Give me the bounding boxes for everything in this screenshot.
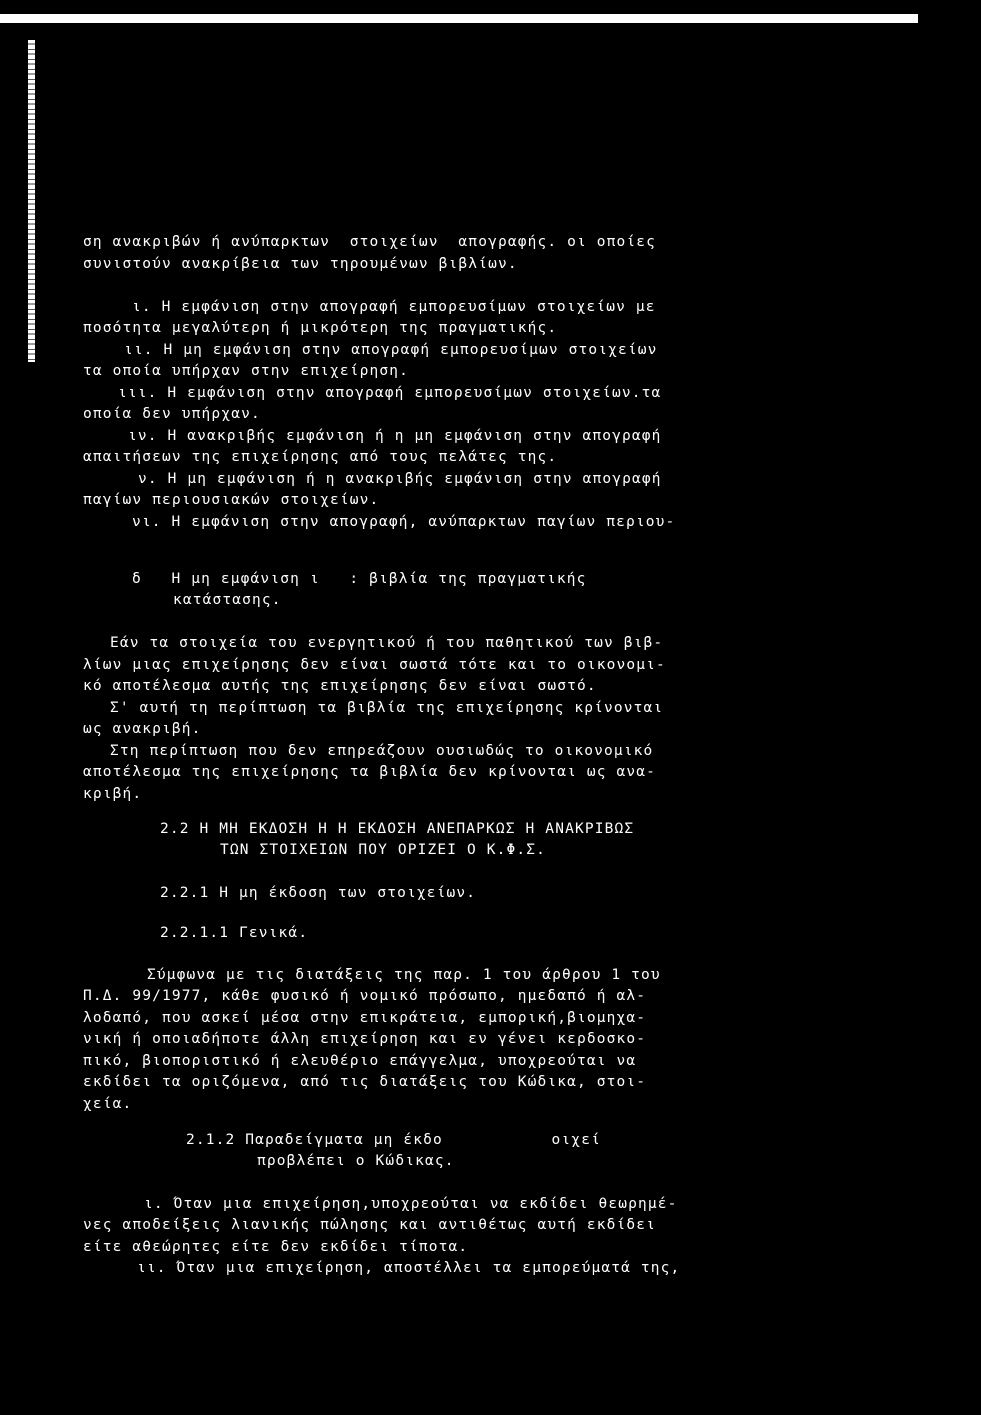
text-line: νι. Η εμφάνιση στην απογραφή, ανύπαρκτων παγίων περιου- [132,514,676,530]
text-line: Στη περίπτωση που δεν επηρεάζουν ουσιωδώς το οικονομικό [110,743,654,759]
text-line: χεία. [83,1096,133,1112]
text-line: τα οποία υπήρχαν στην επιχείρηση. [83,363,410,379]
text-line: ι. Η εμφάνιση στην απογραφή εμπορευσίμων στοιχείων με [132,299,656,315]
subsection-heading: 2.1.2 Παραδείγματα μη έκδο οιχεί [186,1132,601,1148]
text-line: ιι. Η μη εμφάνιση στην απογραφή εμπορευσίμων στοιχείων [124,342,658,358]
text-line: νες αποδείξεις λιανικής πώλησης και αντιθέτως αυτή εκδίδει [83,1217,657,1233]
text-line: αποτέλεσμα της επιχείρησης τα βιβλία δεν κρίνονται ως ανα- [83,764,657,780]
text-line: ση ανακριβών ή ανύπαρκτων στοιχείων απογραφής. οι οποίες [83,234,657,250]
subsection-heading: προβλέπει ο Κώδικας. [257,1153,455,1169]
section-heading: 2.2 Η ΜΗ ΕΚΔΟΣΗ Η Η ΕΚΔΟΣΗ ΑΝΕΠΑΡΚΩΣ Η ΑΝΑΚΡΙΒΩΣ [160,821,635,837]
text-line: οποία δεν υπήρχαν. [83,406,261,422]
text-line: νική ή οποιαδήποτε άλλη επιχείρηση και εν γένει κερδοσκο- [83,1031,647,1047]
text-line: λοδαπό, που ασκεί μέσα στην επικράτεια, εμπορική,βιομηχα- [83,1010,647,1026]
text-line: ι. Όταν μια επιχείρηση,υποχρεούται να εκδίδει θεωρημέ- [144,1196,678,1212]
text-line: ως ανακριβή. [83,721,202,737]
text-line: κό αποτέλεσμα αυτής της επιχείρησης δεν είναι σωστό. [83,678,597,694]
text-line: ν. Η μη εμφάνιση ή η ανακριβής εμφάνιση στην απογραφή [138,471,662,487]
text-line: λίων μιας επιχείρησης δεν είναι σωστά τότε και το οικονομι- [83,657,666,673]
text-line: δ Η μη εμφάνιση ι : βιβλία της πραγματικής [132,571,587,587]
text-line: κριβή. [83,786,143,802]
text-line: ιν. Η ανακριβής εμφάνιση ή η μη εμφάνιση στην απογραφή [128,428,662,444]
text-line: Π.Δ. 99/1977, κάθε φυσικό ή νομικό πρόσωπο, ημεδαπό ή αλ- [83,988,647,1004]
text-line: κατάστασης. [173,592,282,608]
text-line: πικό, βιοποριστικό ή ελευθέριο επάγγελμα, υποχρεούται να [83,1053,637,1069]
text-line: ποσότητα μεγαλύτερη ή μικρότερη της πραγματικής. [83,320,558,336]
text-line: απαιτήσεων της επιχείρησης από τους πελάτες της. [83,449,558,465]
text-line: Σ' αυτή τη περίπτωση τα βιβλία της επιχείρησης κρίνονται [110,700,664,716]
subsection-heading: 2.2.1 Η μη έκδοση των στοιχείων. [160,885,477,901]
text-line: ιι. Όταν μια επιχείρηση, αποστέλλει τα εμπορεύματά της, [137,1260,681,1276]
text-line: ιιι. Η εμφάνιση στην απογραφή εμπορευσίμων στοιχείων.τα [118,385,662,401]
text-line: είτε αθεώρητες είτε δεν εκδίδει τίποτα. [83,1239,469,1255]
text-line: εκδίδει τα οριζόμενα, από τις διατάξεις του Κώδικα, στοι- [83,1074,647,1090]
subsection-heading: 2.2.1.1 Γενικά. [160,925,309,941]
text-line: συνιστούν ανακρίβεια των τηρουμένων βιβλίων. [83,256,518,272]
text-line: παγίων περιουσιακών στοιχείων. [83,492,380,508]
text-line: Εάν τα στοιχεία του ενεργητικού ή του παθητικού των βιβ- [110,635,664,651]
section-heading: ΤΩΝ ΣΤΟΙΧΕΙΩΝ ΠΟΥ ΟΡΙΖΕΙ Ο Κ.Φ.Σ. [220,842,547,858]
text-line: Σύμφωνα με τις διατάξεις της παρ. 1 του άρθρου 1 του [147,967,661,983]
